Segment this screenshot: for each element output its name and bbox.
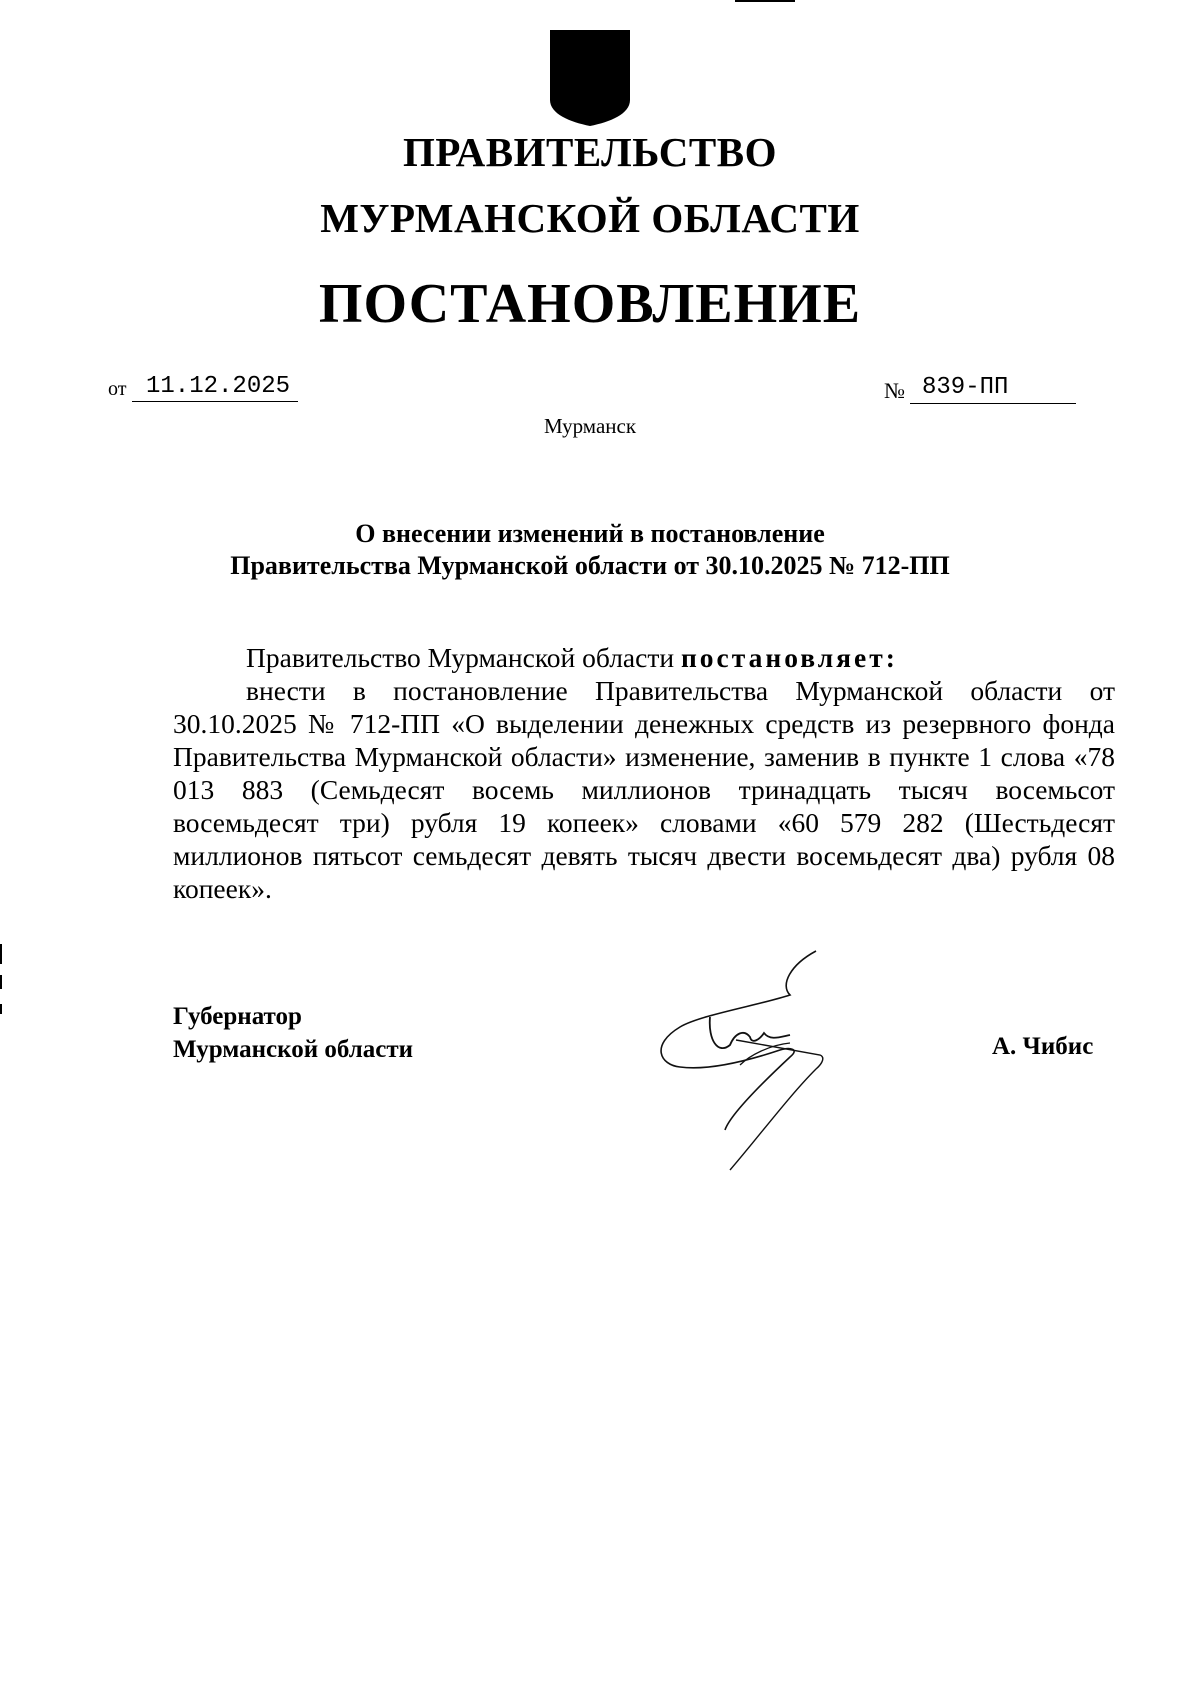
organization-name-line2: МУРМАНСКОЙ ОБЛАСТИ (320, 195, 860, 241)
handwritten-signature (640, 945, 860, 1175)
scan-edge-mark (0, 944, 2, 964)
organization-name-line1: ПРАВИТЕЛЬСТВО (402, 129, 778, 175)
coat-of-arms-emblem (550, 30, 630, 126)
scan-edge-mark (0, 975, 2, 989)
number-label: № (884, 378, 905, 403)
lead-text: Правительство Мурманской области (246, 642, 681, 673)
document-date: 11.12.2025 (132, 372, 298, 402)
signatory-name: А. Чибис (992, 1033, 1094, 1060)
city-name: Мурманск (543, 414, 637, 438)
signatory-title-line2: Мурманской области (173, 1036, 414, 1063)
subject-line1: О внесении изменений в постановление (355, 519, 825, 548)
subject-line2: Правительства Мурманской области от 30.10.2025 № 712-ПП (230, 551, 950, 580)
document-number: 839-ПП (910, 372, 1076, 404)
main-paragraph: внести в постановление Правительства Мурманской области от 30.10.2025 № 712-ПП «О выделении денежных средств из резервного фонда Правительства Мурманской области» изменение, заменив в пункте 1 слова «78 013 883 (Семьдесят восемь миллионов тринадцать тысяч восемьсот восемьдесят три) рубля 19 копеек» словами «60 579 282 (Шестьдесят миллионов пятьсот семьдесят девять тысяч двести восемьдесят два) рубля 08 копеек». (173, 675, 1115, 904)
document-type-title: ПОСТАНОВЛЕНИЕ (318, 273, 862, 335)
scan-edge-mark (0, 1004, 2, 1014)
lead-verb: постановляет: (680, 642, 898, 673)
signatory-title-line1: Губернатор (173, 1003, 302, 1030)
document-body (173, 641, 1115, 905)
date-label: от (108, 378, 127, 400)
signatory-title (173, 1000, 413, 1066)
scan-top-mark (735, 0, 795, 2)
lead-paragraph (173, 641, 1115, 674)
